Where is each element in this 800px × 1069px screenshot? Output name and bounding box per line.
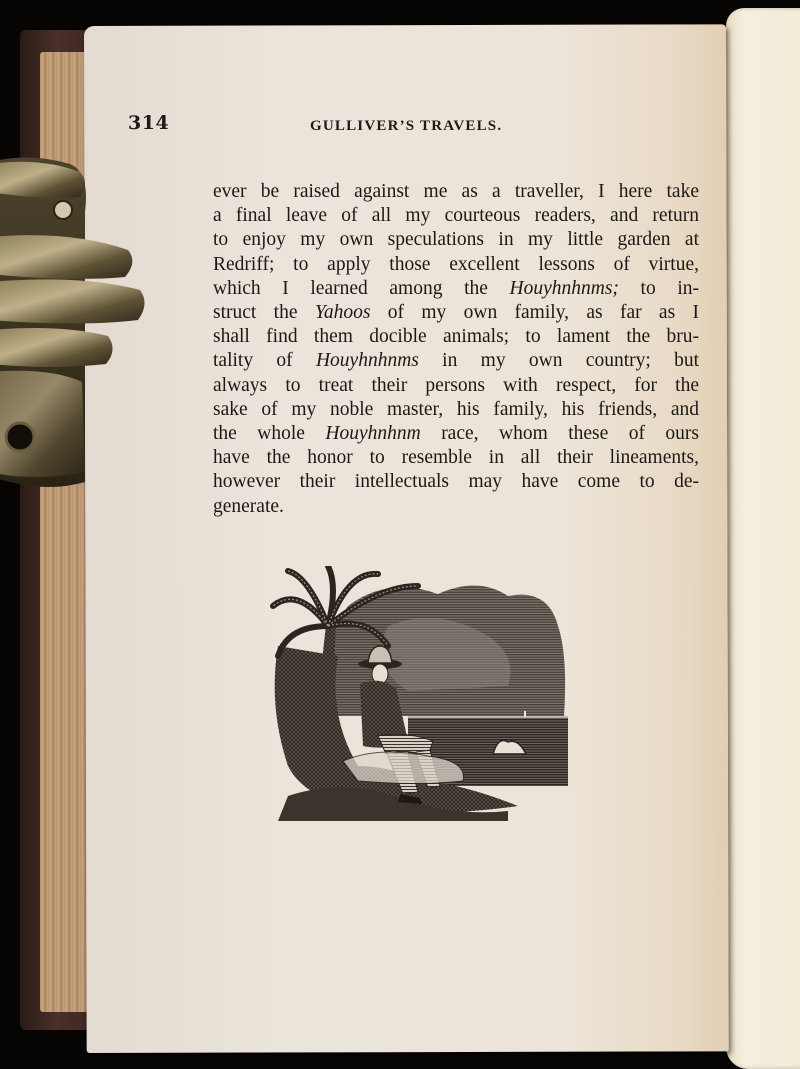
text-segment: have the honor to resemble in all their lineaments,	[213, 447, 699, 469]
italic-text: Yahoos	[314, 302, 371, 324]
italic-text: Houyhnhnms;	[509, 277, 619, 299]
text-line	[213, 301, 699, 325]
italic-text: Houyhnhnms	[315, 350, 419, 372]
text-line	[213, 228, 699, 252]
text-line	[213, 374, 699, 398]
text-segment: to enjoy my own speculations in my little garden at	[213, 229, 699, 251]
text-line	[213, 470, 699, 494]
clip-screw-hole-top	[54, 201, 72, 219]
text-line	[213, 398, 699, 422]
text-segment: shall find them docible animals; to lament the bru-	[213, 326, 699, 348]
text-segment: generate.	[213, 495, 284, 517]
clip-screw-hole-bottom	[6, 423, 34, 451]
text-segment: however their intellectuals may have come to de-	[213, 471, 699, 493]
brass-hand-clip	[0, 152, 155, 492]
text-segment: in my own country; but	[418, 350, 699, 372]
text-segment: to in-	[618, 277, 699, 299]
running-head	[128, 112, 688, 142]
text-segment: struct the	[213, 302, 315, 324]
facing-page	[726, 8, 800, 1069]
text-segment: of my own family, as far as I	[370, 302, 699, 324]
distant-sail	[524, 711, 526, 717]
text-line	[213, 422, 699, 446]
text-line	[213, 349, 699, 373]
text-line	[213, 446, 699, 470]
text-segment: tality of	[213, 350, 316, 372]
text-segment: a final leave of all my courteous readers, and return	[213, 205, 699, 227]
text-line	[213, 325, 699, 349]
text-segment: race, whom these of ours	[420, 423, 699, 445]
body-text	[213, 180, 699, 519]
book-title: GULLIVER’S TRAVELS.	[310, 118, 503, 134]
text-line	[213, 495, 699, 519]
text-segment: always to treat their persons with respect, for the	[213, 374, 699, 396]
text-segment: Redriff; to apply those excellent lessons of virtue,	[213, 253, 699, 275]
woodcut-illustration	[268, 566, 584, 821]
book-page	[84, 24, 729, 1053]
text-line	[213, 277, 699, 301]
text-line	[213, 180, 699, 204]
text-segment: ever be raised against me as a traveller, I here take	[213, 181, 699, 202]
text-line	[213, 253, 699, 277]
text-segment: sake of my noble master, his family, his friends, and	[213, 398, 699, 420]
text-line	[213, 204, 699, 228]
italic-text: Houyhnhnm	[325, 423, 421, 445]
text-segment: the whole	[213, 423, 326, 445]
text-segment: which I learned among the	[213, 277, 510, 299]
page-number: 314	[128, 112, 170, 134]
